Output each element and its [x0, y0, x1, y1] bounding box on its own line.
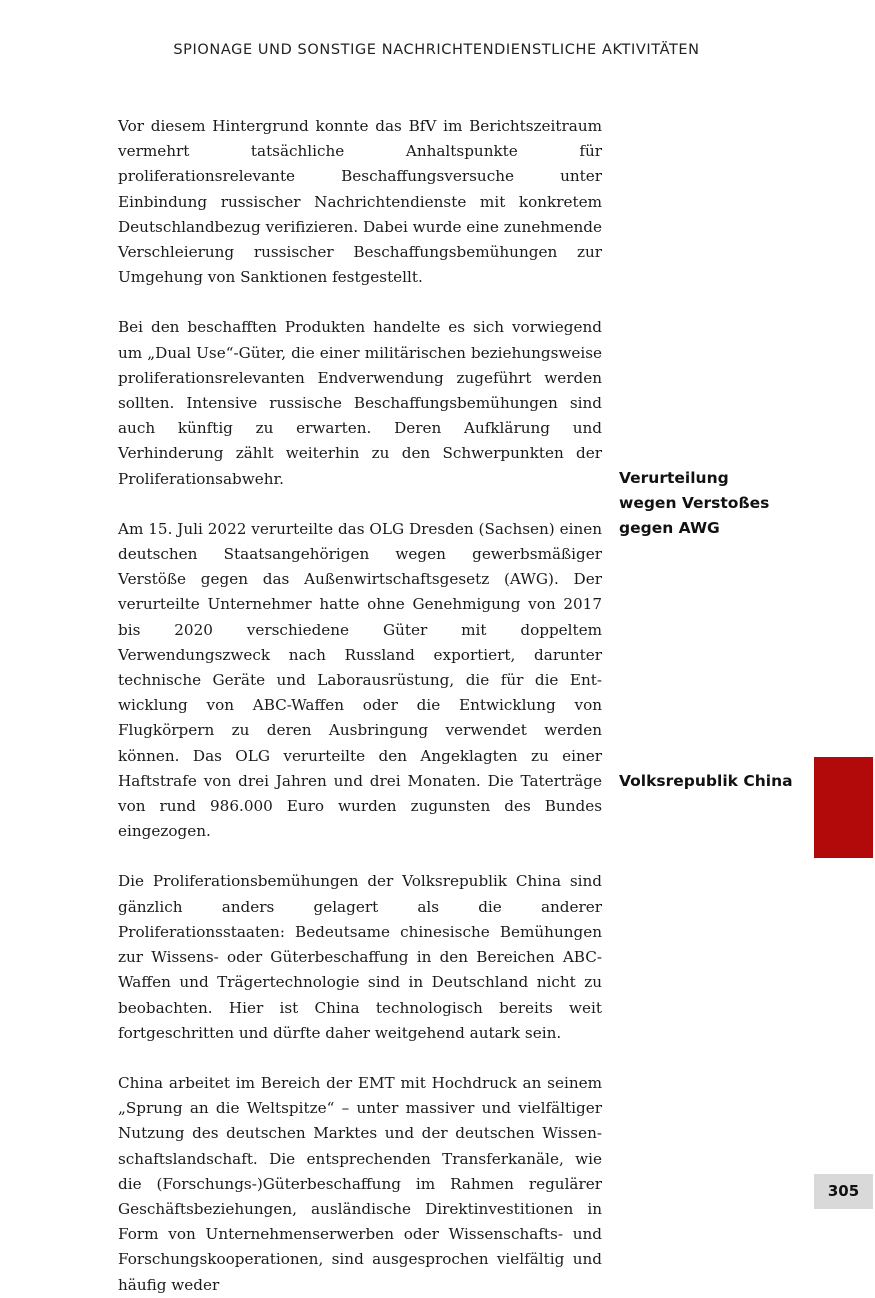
side-note-line: gegen AWG	[619, 519, 720, 538]
side-note-line: Verurteilung	[619, 469, 729, 487]
side-note-line: wegen Verstoßes	[619, 494, 770, 513]
paragraph-olg-dresden-verdict: Am 15. Juli 2022 verurteilte das OLG Dresden (Sachsen) einen deutschen Staatsangehörigen wegen gewerbsmäßiger Verstöße gegen das Außenwirtschaftsgesetz (AWG). Der verurteilte Unternehmer hatte ohne Genehmigung von 2017 bis 2020 verschiedene Güter mit doppeltem Verwendungszweck nach Russland exportiert, darunter technische Geräte und Laborausrüstung, die für die Entwicklung von ABC-Waffen oder die Entwicklung von Flugkörpern zu deren Ausbringung verwendet werden können. Das OLG verurteilte den Angeklagten zu einer Haftstrafe von drei Jahren und drei Monaten. Die Taterträge von rund 986.000 Euro wurden zugunsten des Bundes eingezogen.	[118, 519, 602, 841]
paragraph-china-proliferation: Die Proliferationsbemühungen der Volksrepublik China sind gänzlich anders gelagert als die anderer Proliferationsstaaten: Bedeutsame chinesische Bemühungen zur Wissens- oder Güterbeschaffung in den Bereichen ABC-Waffen und Trägertechnologie sind in Deutschland nicht zu beobachten. Hier ist China technologisch bereits weit fortgeschritten und dürfte daher weitgehend autark sein.	[118, 872, 602, 1042]
page-number: 305	[814, 1174, 873, 1209]
paragraph-dual-use-goods: Bei den beschafften Produkten handelte es sich vorwiegend um „Dual Use“-Güter, die einer militärischen beziehungsweise proliferationsrelevanten Endverwendung zugeführt werden sollten. Intensive russische Beschaffungsbemühungen sind auch künftig zu erwarten. Deren Aufklärung und Verhinderung zählt weiterhin zu den Schwerpunkten der Proliferationsabwehr.	[118, 318, 602, 488]
side-note-line: Volksrepublik China	[619, 772, 793, 790]
paragraph-russia-indicators: Vor diesem Hintergrund konnte das BfV im Berichtszeitraum vermehrt tatsächliche Anhaltspunkte für proliferationsrelevante Beschaffungsversuche unter Einbindung russischer Nachrichtendienste mit konkretem Deutschlandbezug verifizieren. Dabei wurde eine zunehmende Verschleierung russischer Beschaffungsbemühungen zur Umgehung von Sanktionen festgestellt.	[118, 117, 602, 287]
side-note-china	[619, 769, 799, 794]
paragraph-china-emt: China arbeitet im Bereich der EMT mit Hochdruck an seinem „Sprung an die Weltspitze“ – unter massiver und vielfältiger Nutzung des deutschen Marktes und der deutschen Wissenschaftslandschaft. Die entsprechenden Transferkanäle, wie die (Forschungs-)Güterbeschaffung im Rahmen regulärer Geschäftsbeziehungen, ausländische Direktinvestitionen in Form von Unternehmenserwerben oder Wissenschafts- und Forschungskooperationen, sind ausgesprochen vielfältig und häufig weder	[118, 1073, 602, 1294]
chapter-tab-marker	[814, 757, 873, 858]
side-note-awg-verdict	[619, 466, 799, 542]
body-text-column	[118, 114, 602, 1298]
running-header: SPIONAGE UND SONSTIGE NACHRICHTENDIENSTLICHE AKTIVITÄTEN	[173, 42, 700, 58]
